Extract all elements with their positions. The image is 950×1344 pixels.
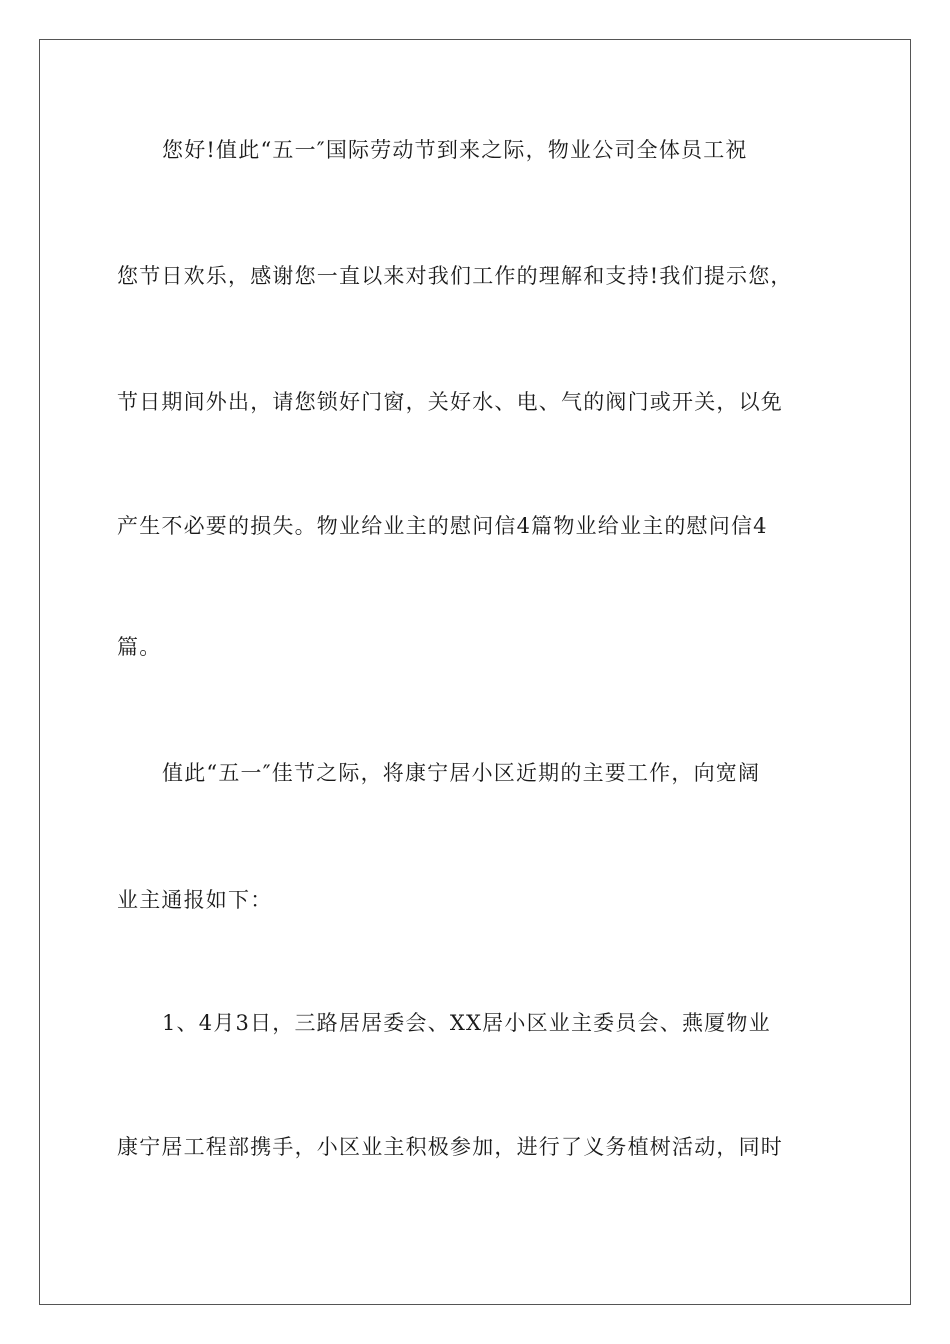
paragraph-1-line-3: 节日期间外出，请您锁好门窗，关好水、电、气的阀门或开关，以免	[117, 390, 783, 414]
page-border	[39, 39, 911, 1305]
paragraph-1-line-1: 您好!值此“五一″国际劳动节到来之际，物业公司全体员工祝	[162, 138, 748, 162]
paragraph-1-line-2: 您节日欢乐，感谢您一直以来对我们工作的理解和支持!我们提示您，	[117, 264, 793, 288]
paragraph-3-line-2: 康宁居工程部携手，小区业主积极参加，进行了义务植树活动，同时	[117, 1135, 783, 1159]
paragraph-3-line-1: 1、4月3日，三路居居委会、XX居小区业主委员会、燕厦物业	[162, 1011, 771, 1035]
paragraph-2-line-1: 值此“五一″佳节之际，将康宁居小区近期的主要工作，向宽阔	[162, 761, 761, 785]
paragraph-2-line-2: 业主通报如下：	[117, 888, 273, 912]
paragraph-1-line-4: 产生不必要的损失。物业给业主的慰问信4篇物业给业主的慰问信4	[117, 514, 768, 538]
paragraph-1-line-5: 篇。	[117, 635, 162, 659]
